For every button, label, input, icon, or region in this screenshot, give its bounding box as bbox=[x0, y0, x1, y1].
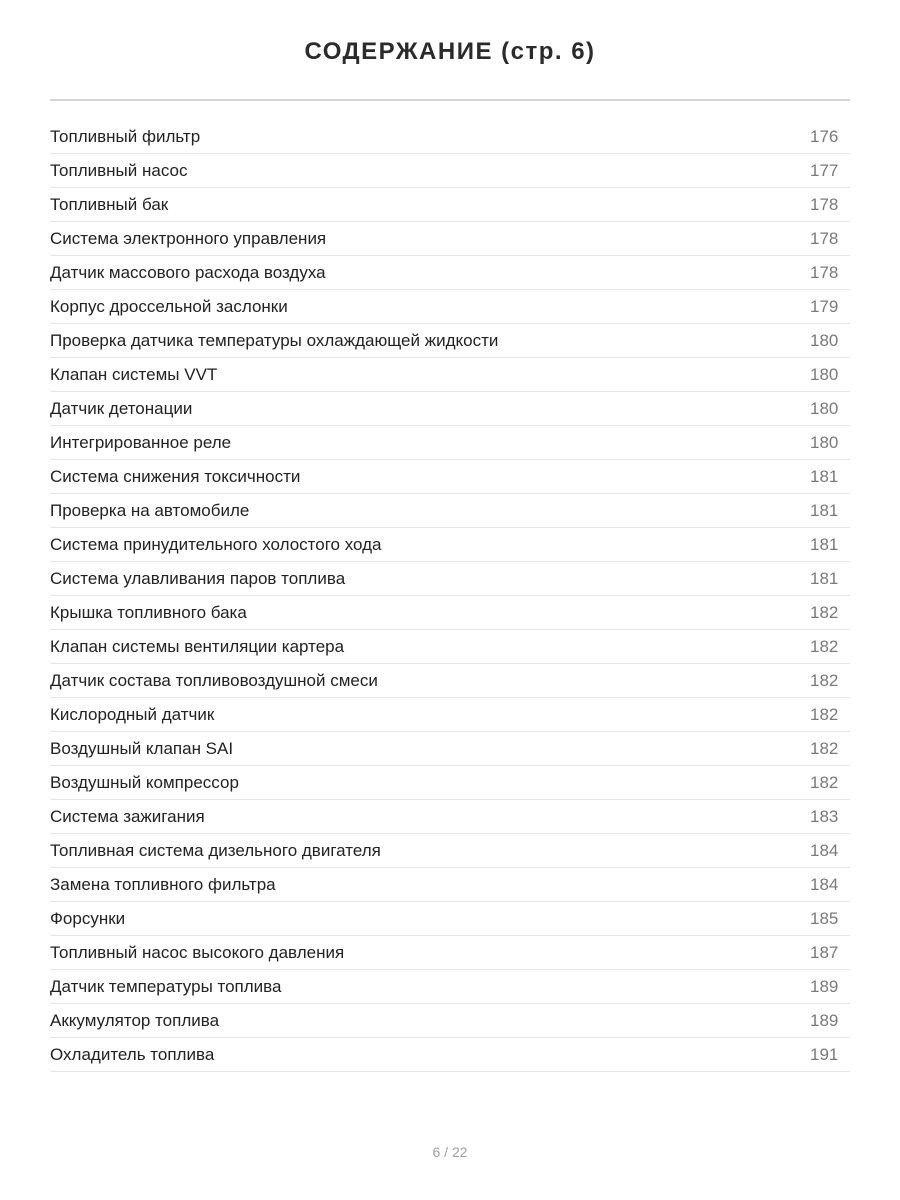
toc-entry[interactable] bbox=[50, 1038, 850, 1072]
toc-entry-title: Датчик детонации bbox=[50, 398, 193, 418]
toc-entry[interactable] bbox=[50, 834, 850, 868]
toc-entry[interactable] bbox=[50, 698, 850, 732]
toc-entry-title: Интегрированное реле bbox=[50, 432, 232, 452]
toc-entry[interactable] bbox=[50, 154, 850, 188]
toc-entry[interactable] bbox=[50, 596, 850, 630]
toc-entry-page-number: 191 bbox=[810, 1044, 839, 1064]
toc-entry[interactable] bbox=[50, 868, 850, 902]
toc-entry-page-number: 181 bbox=[810, 534, 839, 554]
toc-entry-title: Топливный бак bbox=[50, 194, 169, 214]
toc-entry[interactable] bbox=[50, 460, 850, 494]
toc-entry-page-number: 180 bbox=[810, 432, 839, 452]
toc-entry-title: Топливная система дизельного двигателя bbox=[50, 840, 381, 860]
toc-entry[interactable] bbox=[50, 732, 850, 766]
toc-entry-title: Система электронного управления bbox=[50, 228, 327, 248]
toc-entry[interactable] bbox=[50, 188, 850, 222]
toc-entry-title: Клапан системы вентиляции картера bbox=[50, 636, 345, 656]
toc-entry[interactable] bbox=[50, 630, 850, 664]
toc-entry-page-number: 182 bbox=[810, 704, 839, 724]
toc-entry-page-number: 185 bbox=[810, 908, 839, 928]
toc-entry-page-number: 180 bbox=[810, 330, 839, 350]
toc-entry-page-number: 180 bbox=[810, 398, 839, 418]
toc-entry-page-number: 180 bbox=[810, 364, 839, 384]
page-title: СОДЕРЖАНИЕ (стр. 6) bbox=[304, 38, 596, 65]
toc-entry-page-number: 189 bbox=[810, 976, 839, 996]
toc-entry[interactable] bbox=[50, 800, 850, 834]
toc-entry-title: Датчик температуры топлива bbox=[50, 976, 282, 996]
toc-entry[interactable] bbox=[50, 358, 850, 392]
toc-entry[interactable] bbox=[50, 664, 850, 698]
toc-entry-page-number: 177 bbox=[810, 160, 839, 180]
toc-entry[interactable] bbox=[50, 936, 850, 970]
toc-entry-page-number: 178 bbox=[810, 194, 839, 214]
toc-entry-title: Топливный фильтр bbox=[50, 126, 201, 146]
toc-entry-title: Крышка топливного бака bbox=[50, 602, 247, 622]
toc-entry-title: Воздушный компрессор bbox=[50, 772, 239, 792]
toc-entry-page-number: 178 bbox=[810, 262, 839, 282]
toc-entry-title: Система снижения токсичности bbox=[50, 466, 301, 486]
toc-entry-page-number: 187 bbox=[810, 942, 839, 962]
toc-entry-page-number: 182 bbox=[810, 636, 839, 656]
toc-entry-title: Топливный насос bbox=[50, 160, 188, 180]
toc-entry[interactable] bbox=[50, 902, 850, 936]
toc-entry-page-number: 181 bbox=[810, 568, 839, 588]
toc-entry-page-number: 176 bbox=[810, 126, 839, 146]
toc-entry-page-number: 182 bbox=[810, 602, 839, 622]
toc-entry[interactable] bbox=[50, 120, 850, 154]
toc-entry[interactable] bbox=[50, 426, 850, 460]
toc-entry-page-number: 181 bbox=[810, 500, 839, 520]
toc-entry[interactable] bbox=[50, 324, 850, 358]
toc-entry-title: Воздушный клапан SAI bbox=[50, 738, 234, 758]
toc-entry-page-number: 184 bbox=[810, 874, 839, 894]
toc-entry[interactable] bbox=[50, 766, 850, 800]
toc-entry-title: Топливный насос высокого давления bbox=[50, 942, 345, 962]
toc-entry[interactable] bbox=[50, 494, 850, 528]
toc-entry[interactable] bbox=[50, 392, 850, 426]
toc-entry-title: Система зажигания bbox=[50, 806, 205, 826]
toc-entry[interactable] bbox=[50, 256, 850, 290]
toc-entry-title: Замена топливного фильтра bbox=[50, 874, 276, 894]
toc-entry-title: Клапан системы VVT bbox=[50, 364, 218, 384]
toc-entry-title: Система улавливания паров топлива bbox=[50, 568, 346, 588]
toc-entry-title: Проверка датчика температуры охлаждающей жидкости bbox=[50, 330, 499, 350]
toc-entry-page-number: 179 bbox=[810, 296, 839, 316]
toc-entry[interactable] bbox=[50, 528, 850, 562]
toc-entry-title: Корпус дроссельной заслонки bbox=[50, 296, 288, 316]
toc-entry[interactable] bbox=[50, 290, 850, 324]
toc-entry-title: Датчик массового расхода воздуха bbox=[50, 262, 326, 282]
toc-entry-page-number: 182 bbox=[810, 738, 839, 758]
toc-entry-title: Аккумулятор топлива bbox=[50, 1010, 220, 1030]
table-of-contents bbox=[50, 120, 850, 1072]
toc-entry-title: Датчик состава топливовоздушной смеси bbox=[50, 670, 378, 690]
toc-entry[interactable] bbox=[50, 222, 850, 256]
toc-entry-title: Кислородный датчик bbox=[50, 704, 215, 724]
toc-entry-title: Форсунки bbox=[50, 908, 126, 928]
toc-entry[interactable] bbox=[50, 1004, 850, 1038]
toc-entry[interactable] bbox=[50, 562, 850, 596]
toc-entry-page-number: 182 bbox=[810, 670, 839, 690]
toc-entry-page-number: 184 bbox=[810, 840, 839, 860]
toc-entry-page-number: 183 bbox=[810, 806, 839, 826]
toc-entry-page-number: 182 bbox=[810, 772, 839, 792]
toc-entry-title: Проверка на автомобиле bbox=[50, 500, 250, 520]
toc-entry-title: Охладитель топлива bbox=[50, 1044, 215, 1064]
page-number: 6 / 22 bbox=[432, 1144, 468, 1160]
toc-entry-page-number: 189 bbox=[810, 1010, 839, 1030]
toc-entry-page-number: 181 bbox=[810, 466, 839, 486]
toc-entry-page-number: 178 bbox=[810, 228, 839, 248]
toc-entry-title: Система принудительного холостого хода bbox=[50, 534, 382, 554]
title-divider bbox=[50, 99, 850, 101]
toc-entry[interactable] bbox=[50, 970, 850, 1004]
